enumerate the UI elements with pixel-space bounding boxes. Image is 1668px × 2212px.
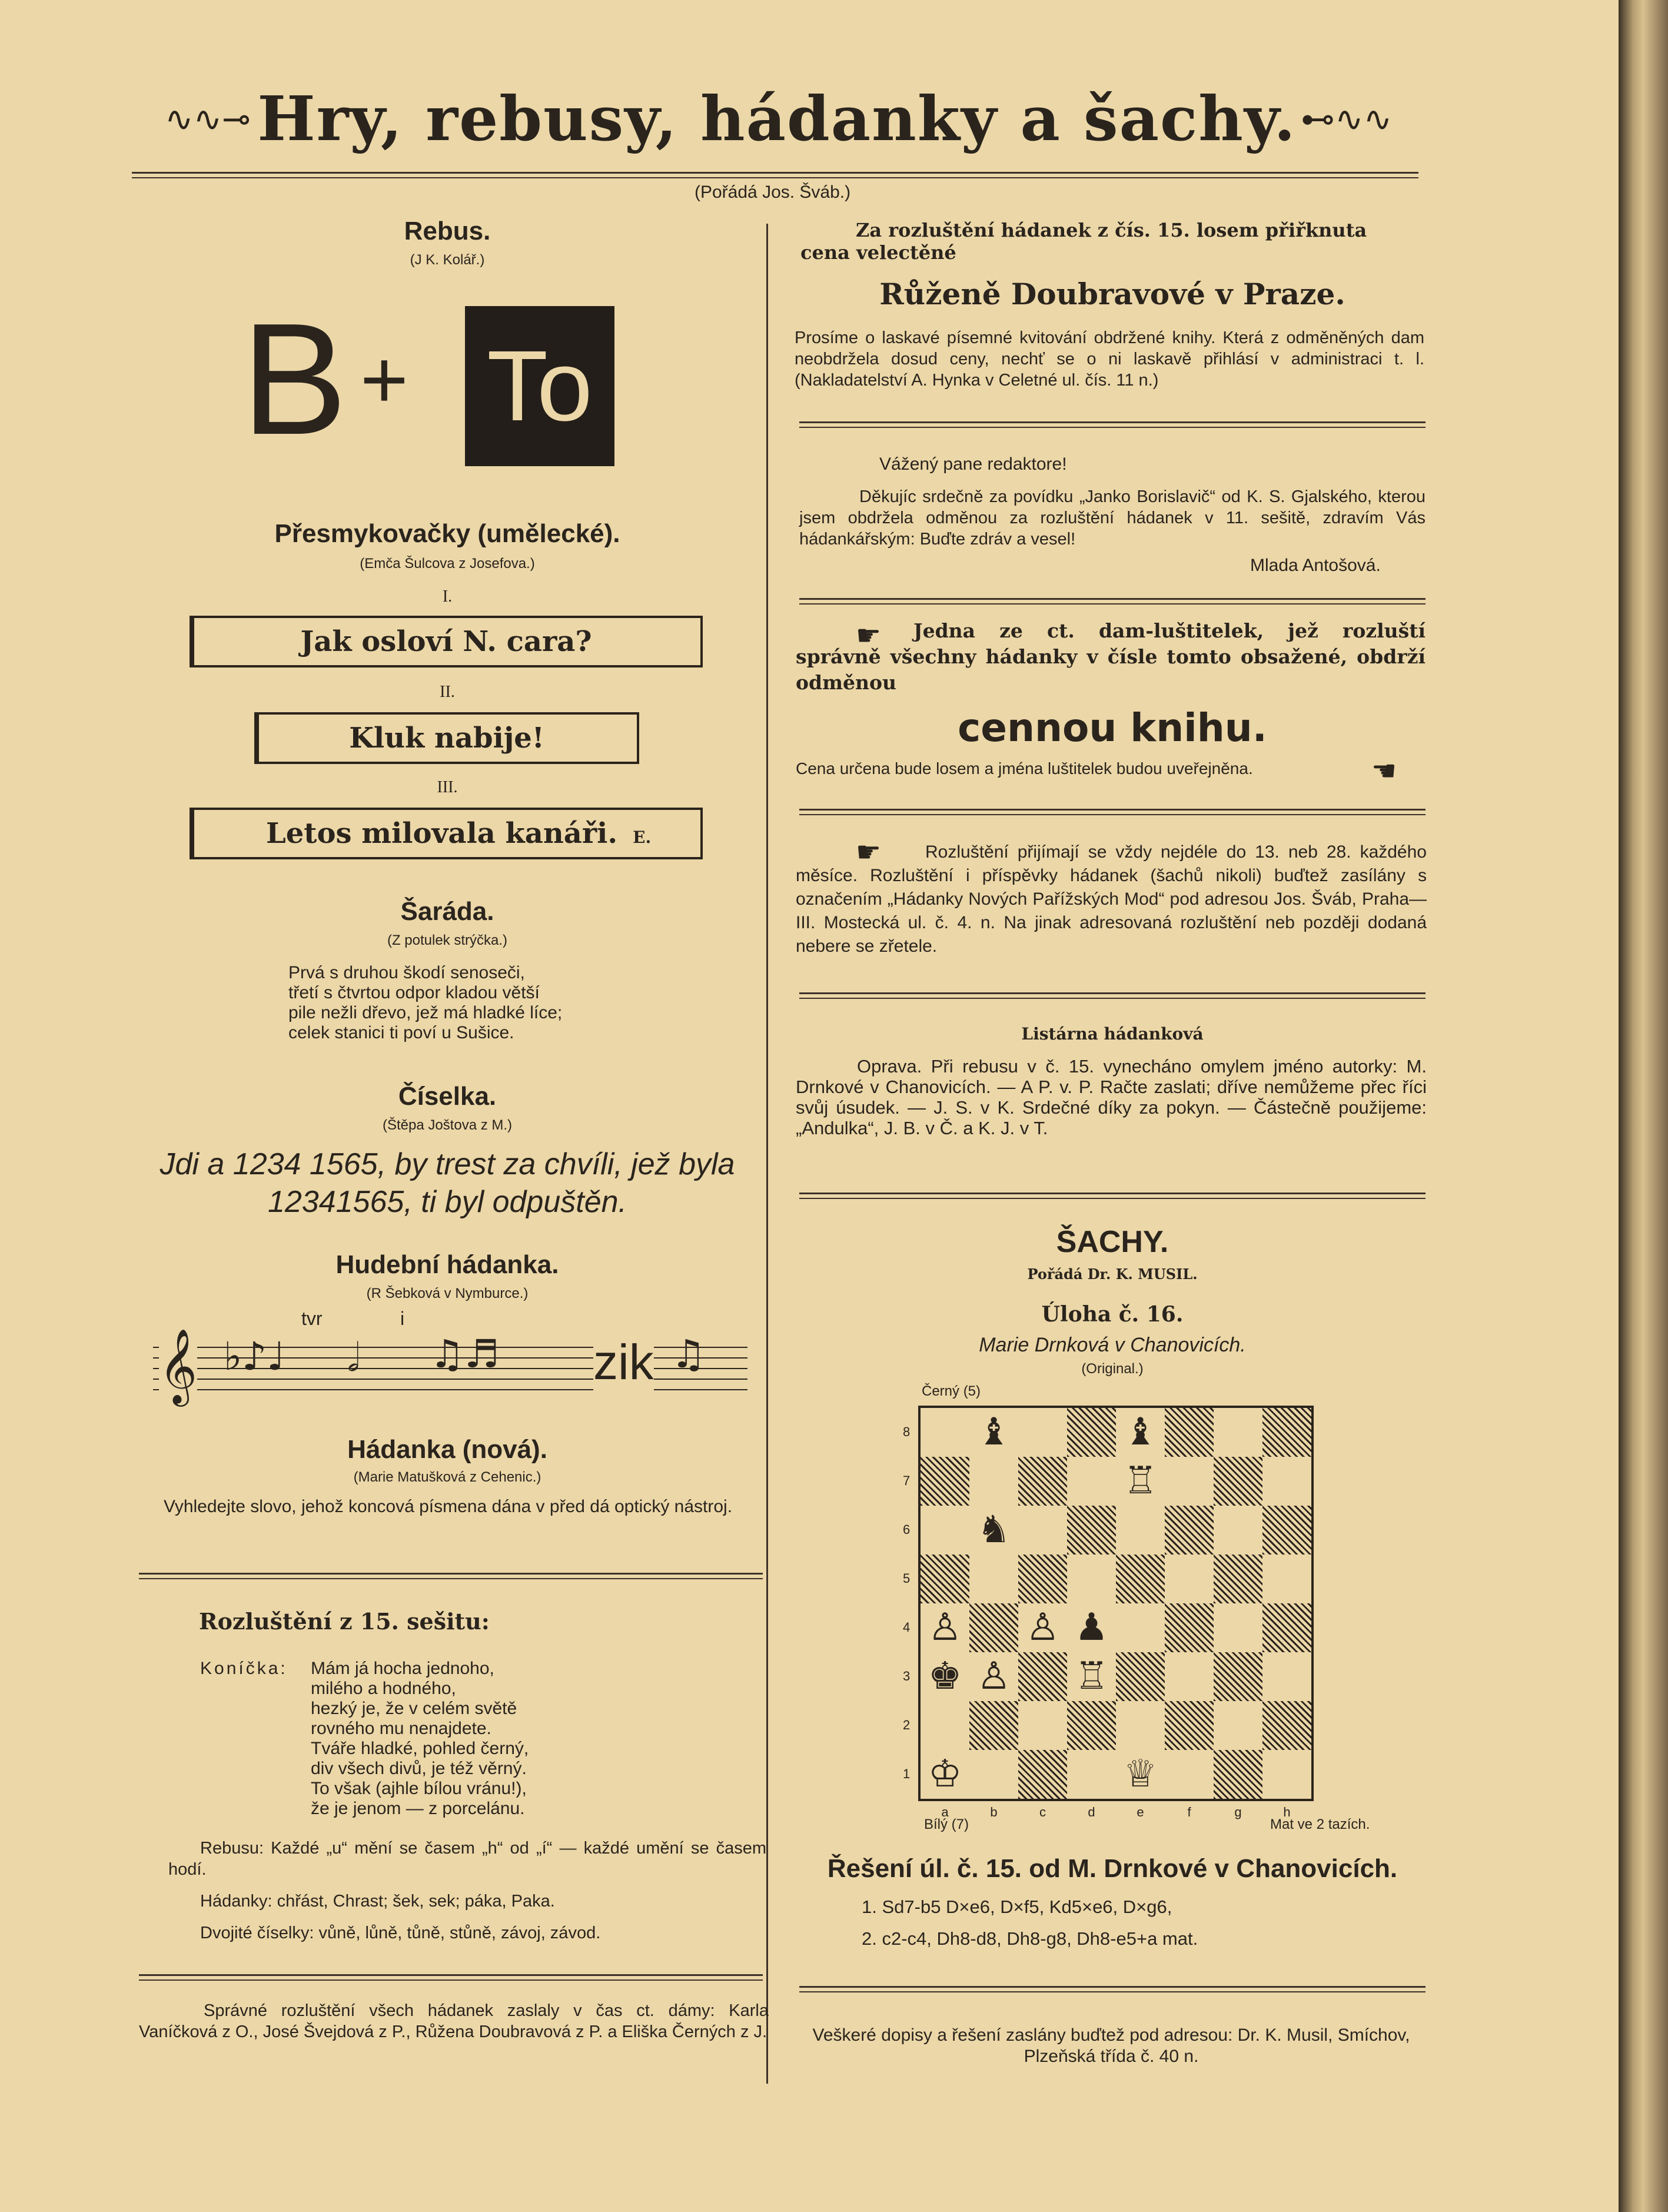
prize-text: Prosíme o laskavé písemné kvitování obdržené knihy. Která z odměněných dam neobdržela dosud ceny, nechť se o ni laskavě přihlásí v administraci t. l. (Nakladatelství A. Hynka v Celetné ul. čís. 11 n.) (795, 328, 1424, 390)
chess-piece-icon: ♞ (969, 1506, 1018, 1555)
rank-label: 4 (903, 1620, 911, 1635)
konicka-label: Koníčka: (200, 1659, 288, 1678)
board-square (1018, 1701, 1067, 1750)
letter-text: Děkujíc srdečně za povídku „Janko Borislavič“ od K. S. Gjalského, kterou jsem obdržela odměnou za rozluštění hádanek v 11. sešitě, zdravím Vás hádankářským: Buďte zdráv a vesel! (799, 487, 1426, 549)
presmyk-number-2: II. (440, 683, 455, 701)
hudebni-title: Hudební hádanka. (335, 1250, 559, 1279)
presmyk-text-3: Letos milovala kanáři. (266, 817, 618, 850)
notes-group-1-icon: ♭♪♩ (224, 1334, 285, 1379)
right-rule-6 (799, 1986, 1426, 1992)
board-square (1165, 1652, 1214, 1701)
left-rule-1 (139, 1573, 763, 1579)
hadanka-text: Vyhledejte slovo, jehož koncová písmena dána v před dá optický nástroj. (163, 1497, 733, 1516)
chess-original: (Original.) (1081, 1361, 1144, 1377)
board-square (1067, 1750, 1116, 1799)
board-square (1262, 1701, 1311, 1750)
board-square (921, 1701, 969, 1750)
sarada-text: Prvá s druhou škodí senoseči, třetí s čtvrtou odpor kladou větší pile nežli dřevo, jež má hladké líce; celek stanici ti poví u Sušice. (288, 963, 563, 1042)
board-square (1165, 1506, 1214, 1555)
listarna-text: Oprava. Při rebusu v č. 15. vynecháno omylem jméno autorky: M. Drnkové v Chanovicích. — A P. v. P. Račte zaslati; dříve nemůžeme přec říci svůj úsudek. — J. S. v K. Srdečné díky za pokyn. — Částečně použijeme: „Andulka“, J. B. v Č. a K. J. v T. (796, 1056, 1427, 1138)
board-square (1262, 1457, 1311, 1506)
hudebni-zik: zik (593, 1334, 654, 1390)
notes-group-3-icon: ♫♬ (430, 1331, 500, 1377)
presmyk-suffix-3: E. (633, 828, 652, 847)
chess-problem: Úloha č. 16. (1041, 1302, 1184, 1327)
treble-clef-icon: 𝄞 (159, 1328, 198, 1403)
rebusu-solution: Rebusu: Každé „u“ mění se časem „h“ od „í“ — každé umění se časem hodí. (168, 1839, 766, 1879)
chess-piece-icon: ♚ (921, 1652, 969, 1701)
board-square (1262, 1750, 1311, 1799)
chess-white-label: Bílý (7) (924, 1816, 969, 1832)
board-square (1214, 1701, 1262, 1750)
rank-label: 1 (903, 1766, 911, 1781)
file-label: f (1187, 1805, 1191, 1819)
board-square (1262, 1603, 1311, 1652)
board-square (1018, 1555, 1067, 1603)
pointing-hand-icon: ☛ (856, 619, 882, 652)
prize2-text: Jedna ze ct. dam-luštitelek, jež rozluští správně všechny hádanky v čísle tomto obsažené, obdrží odměnou (796, 619, 1426, 694)
rules-text: Rozluštění přijímají se vždy nejdéle do 13. neb 28. každého měsíce. Rozluštění i příspěvky hádanek (šachů nikoli) buďtež zasílány s označením „Hádanky Nových Pařížských Mod“ pod adresou Jos. Šváb, Praha—III. Mostecká ul. č. 4. n. Na jinak adresovaná rozluštění neb později dodaná nebere se zřetele. (796, 842, 1427, 956)
board-square (921, 1408, 969, 1457)
spravne-text: Správné rozluštění všech hádanek zaslaly v čas ct. dámy: Karla Vaníčková z O., José Švejdová z P., Růžena Doubravová z P. a Eliška Černých z J. (139, 2001, 769, 2041)
chess-title: ŠACHY. (1056, 1225, 1169, 1259)
rebus-letter: B (241, 291, 348, 468)
board-square (969, 1750, 1018, 1799)
board-square (1116, 1701, 1165, 1750)
board-square (969, 1555, 1018, 1603)
file-label: b (990, 1805, 998, 1819)
board-square (1116, 1652, 1165, 1701)
chess-piece-icon: ♖ (1067, 1652, 1116, 1701)
konicka-text: Mám já hocha jednoho, milého a hodného, hezký je, že v celém světě rovného mu nenajdete. Tváře hladké, pohled černý, div všech divů, je též věrný. To však (ajhle bílou vránu!), že je jenom — z porcelánu. (311, 1659, 529, 1818)
prize2-note: Cena určena bude losem a jména luštitelek budou uveřejněna. (796, 759, 1253, 778)
file-label: e (1137, 1805, 1144, 1819)
board-square (1018, 1457, 1067, 1506)
board-square (1116, 1555, 1165, 1603)
board-square (1018, 1750, 1067, 1799)
ciselka-author: (Štěpa Joštova z M.) (382, 1117, 513, 1133)
chessboard (918, 1406, 1314, 1801)
right-rule-2 (799, 598, 1426, 605)
board-square (921, 1457, 969, 1506)
board-square (1018, 1652, 1067, 1701)
hadanky-solution: Hádanky: chřást, Chrast; šek, sek; páka, Paka. (200, 1892, 555, 1911)
board-square (1165, 1701, 1214, 1750)
sarada-title: Šaráda. (400, 897, 494, 926)
presmyk-number-3: III. (437, 778, 458, 796)
presmyk-title: Přesmykovačky (umělecké). (274, 519, 620, 548)
board-square (1165, 1408, 1214, 1457)
board-square (1116, 1603, 1165, 1652)
prize2-big: cennou knihu. (958, 705, 1267, 750)
prize-heading: Za rozluštění hádanek z čís. 15. losem přiřknuta cena velectěné (800, 219, 1367, 264)
file-label: c (1039, 1805, 1046, 1819)
chess-solution-line-1: 1. Sd7-b5 D×e6, D×f5, Kd5×e6, D×g6, (862, 1897, 1172, 1917)
board-square (1067, 1457, 1116, 1506)
hudebni-label-2: i (400, 1308, 405, 1329)
board-square (1165, 1457, 1214, 1506)
prize-winner: Růženě Doubravové v Praze. (879, 277, 1345, 311)
rank-label: 3 (903, 1669, 911, 1683)
board-square (1214, 1555, 1262, 1603)
board-square (1018, 1506, 1067, 1555)
rank-label: 7 (903, 1473, 911, 1488)
rebus-box-text: To (487, 330, 593, 442)
board-square (1262, 1506, 1311, 1555)
board-square (921, 1506, 969, 1555)
ciselka-line-1: Jdi a 1234 1565, by trest za chvíli, jež byla (160, 1147, 735, 1181)
right-rule-4 (799, 992, 1426, 999)
dvojite-solution: Dvojité číselky: vůně, lůně, tůně, stůně, závoj, závod. (200, 1924, 601, 1942)
left-rule-2 (139, 1974, 763, 1981)
board-square (1067, 1506, 1116, 1555)
presmyk-box-2 (254, 712, 639, 764)
hudebni-label-1: tvr (301, 1308, 323, 1329)
letter-signature: Mlada Antošová. (1250, 556, 1381, 575)
board-square (1214, 1750, 1262, 1799)
right-ornament-icon: ⊷∿∿ (1301, 100, 1393, 138)
board-square (1262, 1652, 1311, 1701)
hudebni-author: (R Šebková v Nymburce.) (366, 1286, 529, 1301)
chess-mate-label: Mat ve 2 tazích. (1270, 1816, 1370, 1832)
board-square (921, 1555, 969, 1603)
board-square (1165, 1555, 1214, 1603)
organizer: (Pořádá Jos. Šváb.) (695, 182, 851, 202)
page-edge (1619, 0, 1668, 2212)
board-square (969, 1457, 1018, 1506)
right-rule-5 (799, 1193, 1426, 1199)
ciselka-title: Číselka. (398, 1082, 497, 1111)
file-label: a (941, 1805, 949, 1819)
presmyk-box-1 (190, 616, 703, 667)
board-square (1067, 1701, 1116, 1750)
chess-black-label: Černý (5) (922, 1383, 981, 1399)
chess-piece-icon: ♕ (1116, 1750, 1165, 1799)
pointing-hand-icon-2: ☛ (856, 836, 882, 869)
rank-label: 2 (903, 1718, 911, 1732)
file-label: h (1283, 1805, 1291, 1819)
chess-piece-icon: ♝ (969, 1408, 1018, 1457)
board-square (1214, 1457, 1262, 1506)
music-staff (153, 1328, 747, 1403)
letter-salutation: Vážený pane redaktore! (879, 454, 1067, 474)
chess-piece-icon: ♔ (921, 1750, 969, 1799)
rebus-title: Rebus. (404, 217, 491, 245)
board-square (1165, 1603, 1214, 1652)
presmyk-text-1: Jak osloví N. cara? (300, 625, 592, 658)
hadanka-author: (Marie Matušková z Cehenic.) (353, 1469, 541, 1485)
pointing-hand-left-icon: ☚ (1371, 755, 1397, 788)
board-square (969, 1603, 1018, 1652)
file-label: d (1088, 1805, 1095, 1819)
board-square (1214, 1506, 1262, 1555)
chess-piece-icon: ♖ (1116, 1457, 1165, 1506)
chess-piece-icon: ♙ (1018, 1603, 1067, 1652)
board-square (1018, 1408, 1067, 1457)
rebus-box (465, 306, 614, 466)
ciselka-line-2: 12341565, ti byl odpuštěn. (267, 1185, 627, 1219)
chess-organizer: Pořádá Dr. K. MUSIL. (1027, 1266, 1198, 1283)
chess-piece-icon: ♙ (969, 1652, 1018, 1701)
chess-piece-icon: ♙ (921, 1603, 969, 1652)
board-square (1116, 1506, 1165, 1555)
board-square (1067, 1555, 1116, 1603)
board-square (1214, 1652, 1262, 1701)
chess-solution-title: Řešení úl. č. 15. od M. Drnkové v Chanovicích. (827, 1854, 1398, 1883)
chess-address: Veškeré dopisy a řešení zaslány buďtež pod adresou: Dr. K. Musil, Smíchov, Plzeňská třída č. 40 n. (812, 2025, 1410, 2066)
presmyk-box-3 (190, 808, 703, 859)
right-rule-1 (799, 421, 1426, 428)
file-label: g (1234, 1805, 1242, 1819)
presmyk-number-1: I. (442, 587, 453, 606)
notes-group-2-icon: 𝅗𝅥 (347, 1335, 360, 1380)
rozluseni-title: Rozluštění z 15. sešitu: (199, 1608, 490, 1635)
chess-piece-icon: ♟ (1067, 1603, 1116, 1652)
rebus-plus: + (360, 333, 408, 426)
presmyk-text-2: Kluk nabije! (349, 722, 544, 755)
listarna-title: Listárna hádanková (1021, 1024, 1204, 1044)
sarada-author: (Z potulek strýčka.) (387, 932, 508, 948)
board-square (969, 1701, 1018, 1750)
rank-label: 6 (903, 1522, 911, 1537)
page-title: Hry, rebusy, hádanky a šachy. (257, 82, 1297, 155)
presmyk-author: (Emča Šulcova z Josefova.) (360, 556, 535, 572)
chess-author: Marie Drnková v Chanovicích. (979, 1334, 1246, 1356)
board-square (1214, 1603, 1262, 1652)
board-square (1262, 1555, 1311, 1603)
chess-piece-icon: ♝ (1116, 1408, 1165, 1457)
hadanka-title: Hádanka (nová). (347, 1435, 547, 1464)
board-square (1262, 1408, 1311, 1457)
notes-group-4-icon: ♫ (671, 1331, 706, 1377)
right-rule-3 (799, 809, 1426, 815)
board-square (1214, 1408, 1262, 1457)
board-square (1067, 1408, 1116, 1457)
left-ornament-icon: ∿∿⊸ (165, 100, 251, 138)
rebus-author: (J K. Kolář.) (410, 252, 485, 268)
header-rule (132, 172, 1418, 178)
rank-label: 8 (903, 1424, 911, 1439)
board-square (1165, 1750, 1214, 1799)
rank-label: 5 (903, 1571, 911, 1586)
chess-solution-line-2: 2. c2-c4, Dh8-d8, Dh8-g8, Dh8-e5+a mat. (862, 1928, 1198, 1949)
